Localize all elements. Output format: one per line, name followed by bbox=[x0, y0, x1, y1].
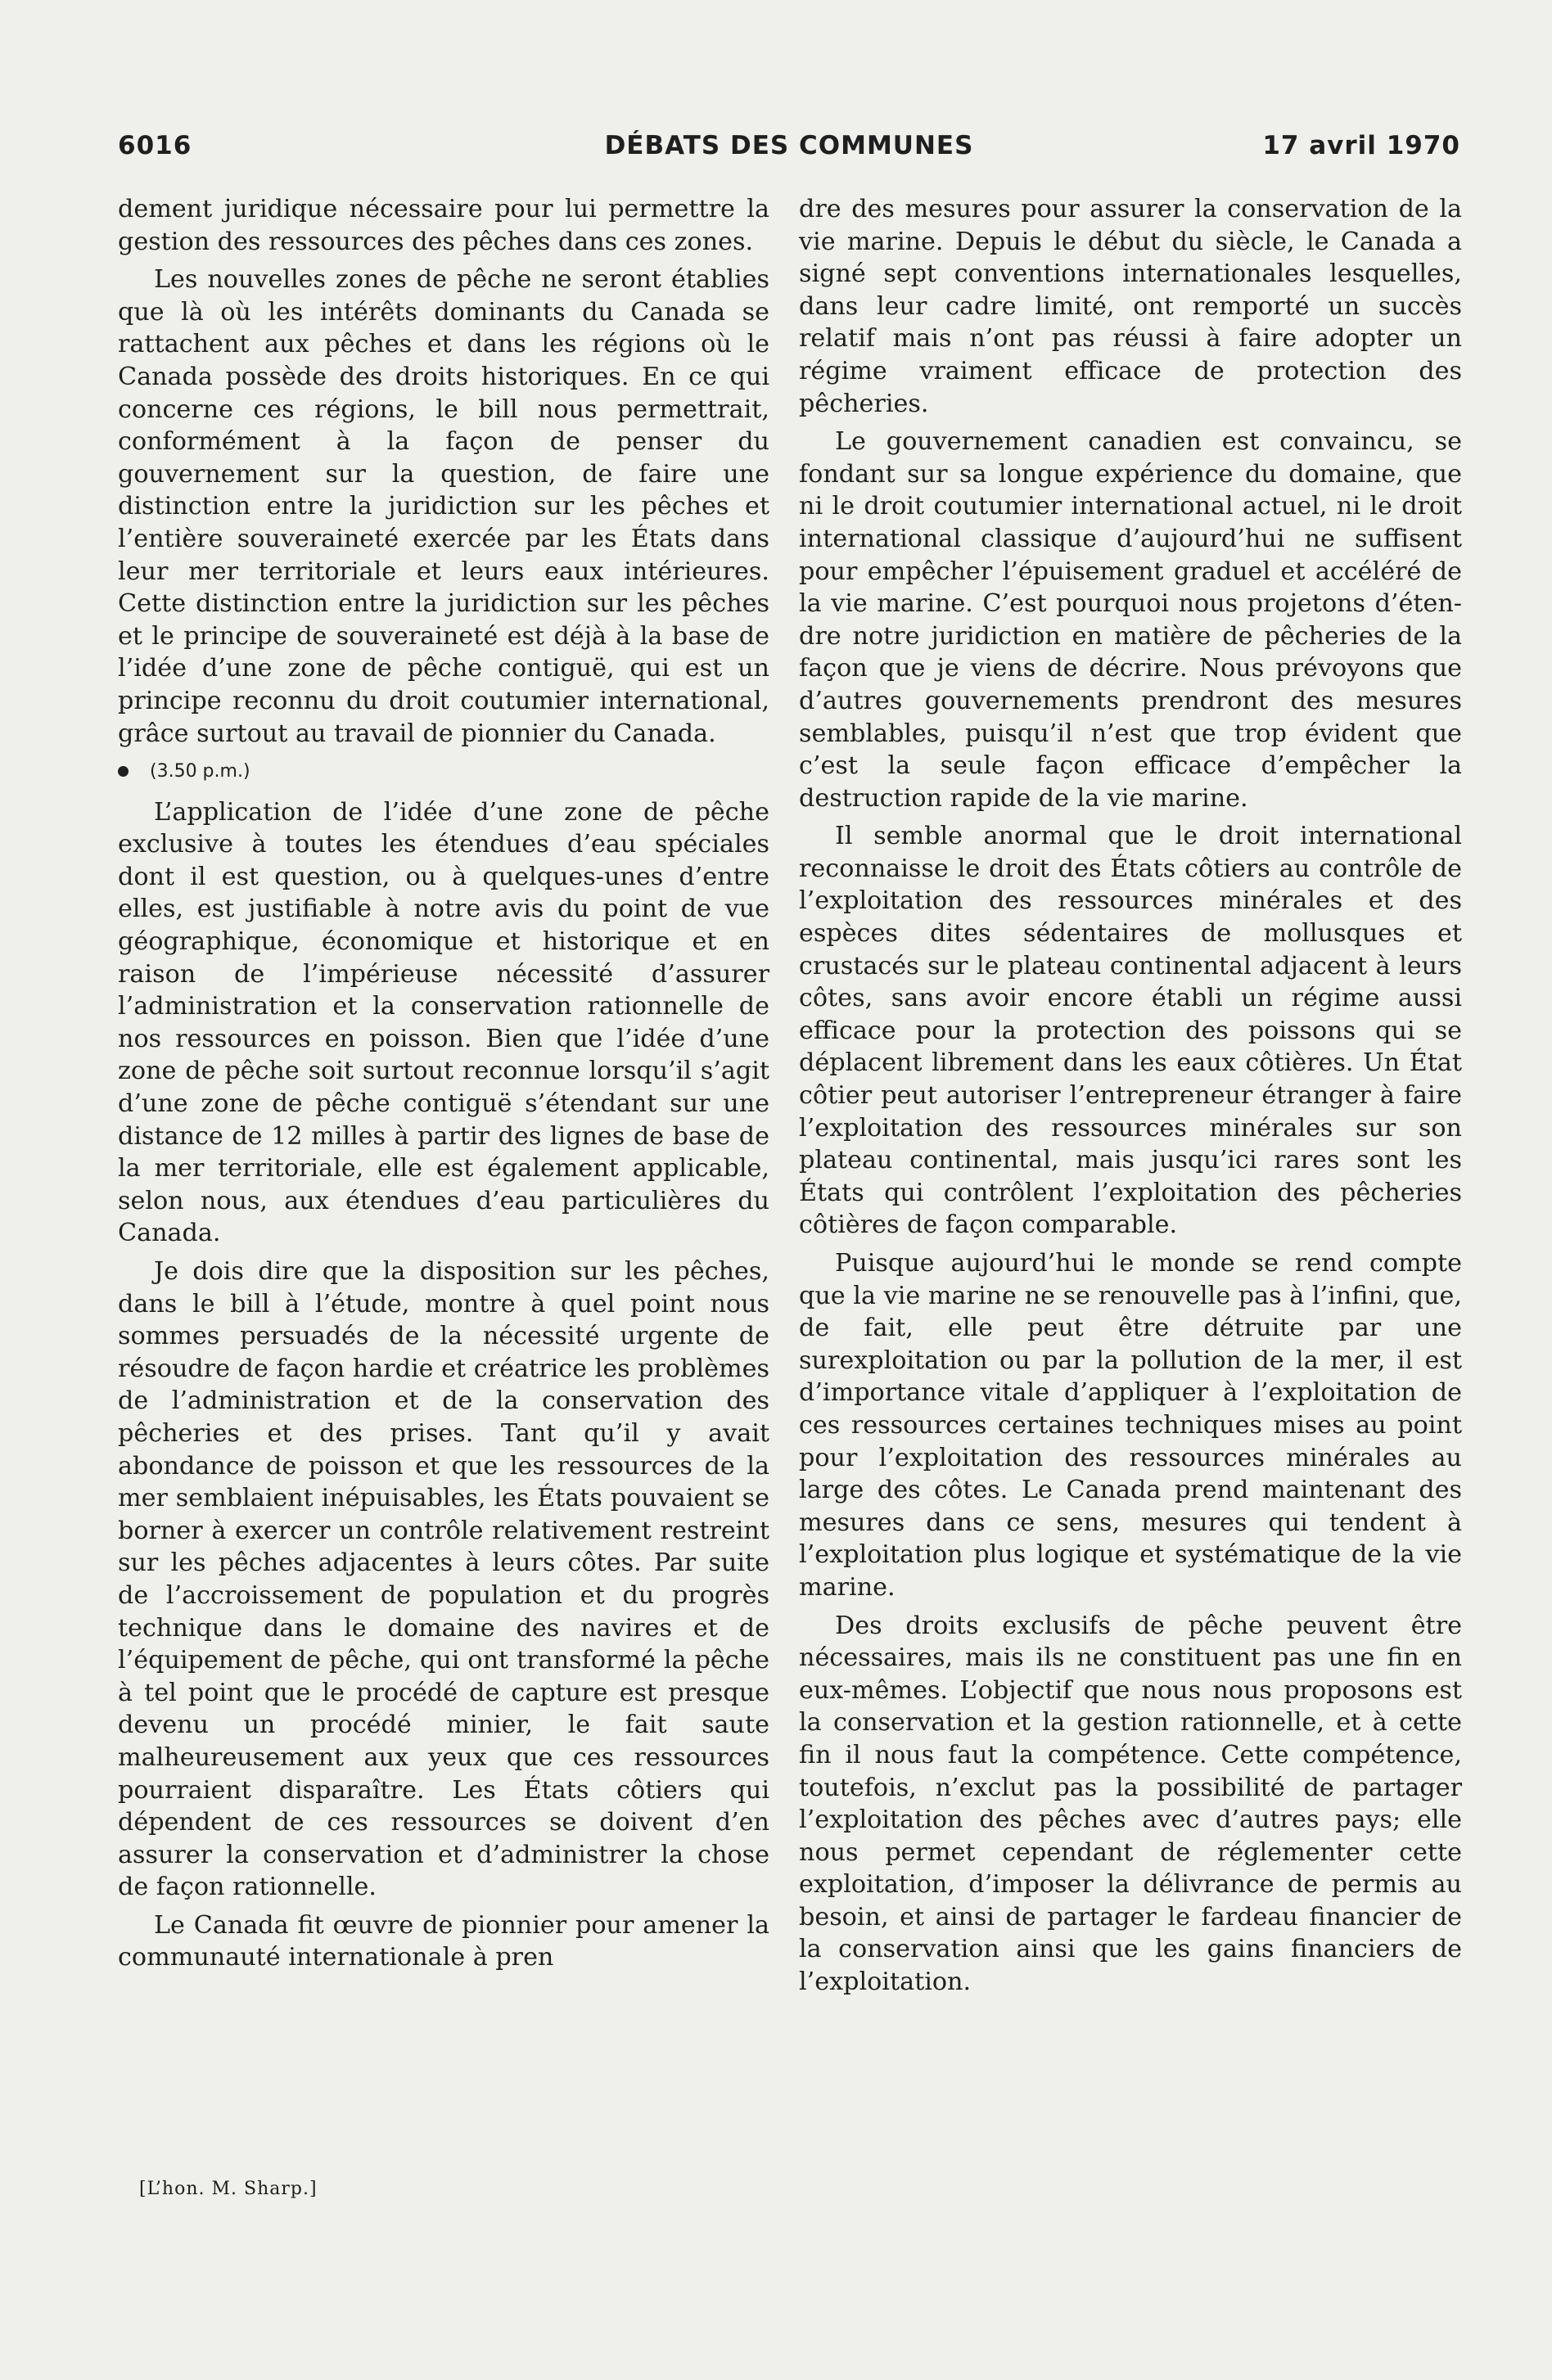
paragraph: Les nouvelles zones de pêche ne seront établies que là où les intérêts dominants du Canada se rattachent aux pêches et dans les régions où le Canada possède des droits historiques. En ce qui concerne ces régions, le bill nous permettrait, conformément à la façon de penser du gouvernement sur la question, de faire une distinction entre la juridiction sur les pêches et l’entière souveraineté exercée par les États dans leur mer territoriale et leurs eaux intérieures. Cette distinction entre la juridiction sur les pêches et le principe de souveraineté est déjà à la base de l’idée d’une zone de pêche contiguë, qui est un principe reconnu du droit coutumier international, grâce surtout au travail de pionnier du Canada. bbox=[118, 265, 769, 748]
paragraph: dre des mesures pour assurer la conservation de la vie marine. Depuis le début du siècle, le Canada a signé sept conventions internationales lesquelles, dans leur cadre limité, ont remporté un succès relatif mais n’ont pas réussi à faire adopter un régime vraiment efficace de protection des pêcheries. bbox=[799, 195, 1462, 418]
time-marker-text: (3.50 p.m.) bbox=[150, 761, 250, 782]
speaker-attribution: [L’hon. M. Sharp.] bbox=[139, 2179, 318, 2199]
paragraph: dement juridique nécessaire pour lui permettre la gestion des ressources des pêches dans ces zones. bbox=[118, 195, 769, 256]
paragraph: Je dois dire que la disposition sur les pêches, dans le bill à l’étude, montre à quel point nous sommes persuadés de la nécessité urgente de résoudre de façon hardie et créatrice les problèmes de l’administration et de la conservation des pêcheries et des prises. Tant qu’il y avait abondance de poisson et que les ressources de la mer semblaient inépuisables, les États pouvaient se borner à exercer un contrôle relativement restreint sur les pêches adjacentes à leurs côtes. Par suite de l’accroissement de population et du progrès technique dans le domaine des navires et de l’équipement de pêche, qui ont transformé la pêche à tel point que le procédé de capture est presque devenu un procédé minier, le fait saute malheureusement aux yeux que ces ressources pourraient disparaître. Les États côtiers qui dépendent de ces ressources se doivent d’en assurer la conservation et d’administrer la chose de façon rationnelle. bbox=[118, 1257, 769, 1902]
left-column bbox=[118, 193, 769, 1980]
right-column bbox=[799, 193, 1462, 2004]
page-number: 6016 bbox=[118, 131, 192, 160]
page-header bbox=[118, 131, 1460, 172]
publication-title: DÉBATS DES COMMUNES bbox=[604, 131, 974, 160]
page-date: 17 avril 1970 bbox=[1262, 131, 1460, 160]
paragraph: Il semble anormal que le droit international reconnaisse le droit des États côtiers au contrôle de l’exploitation des ressources minérales et des espèces dites sédentaires de mollusques et crustacés sur le plateau continental adjacent à leurs côtes, sans avoir encore établi un régime aussi efficace pour la protection des poissons qui se déplacent librement dans les eaux côtières. Un État côtier peut autoriser l’entrepreneur étranger à faire l’exploitation des ressources minérales sur son plateau continental, mais jusqu’ici rares sont les États qui contrôlent l’exploitation des pêcheries côtières de façon comparable. bbox=[799, 822, 1462, 1240]
paragraph: Puisque aujourd’hui le monde se rend compte que la vie marine ne se renouvelle pas à l’infini, que, de fait, elle peut être détruite par une surexploitation ou par la pollution de la mer, il est d’importance vitale d’appliquer à l’exploitation de ces ressources certaines techniques mises au point pour l’exploitation des ressources minérales au large des côtes. Le Canada prend maintenant des mesures dans ce sens, mesures qui tendent à l’exploitation plus logique et systématique de la vie marine. bbox=[799, 1249, 1462, 1602]
paragraph: Le gouvernement canadien est convaincu, se fondant sur sa longue expérience du domaine, que ni le droit coutumier international actuel, ni le droit international classique d’aujourd’hui ne suffisent pour empêcher l’épuisement graduel et accéléré de la vie marine. C’est pourquoi nous projetons d’étendre notre juridiction en matière de pêcheries de la façon que je viens de décrire. Nous prévoyons que d’autres gouvernements prendront des mesures semblables, puisqu’il n’est que trop évident que c’est la seule façon efficace d’empêcher la destruction rapide de la vie marine. bbox=[799, 427, 1462, 813]
paragraph: L’application de l’idée d’une zone de pêche exclusive à toutes les étendues d’eau spéciales dont il est question, ou à quelques-unes d’entre elles, est justifiable à notre avis du point de vue géographique, économique et historique et en raison de l’impérieuse nécessité d’assurer l’administration et la conservation rationnelle de nos ressources en poisson. Bien que l’idée d’une zone de pêche soit surtout reconnue lorsqu’il s’agit d’une zone de pêche contiguë s’étendant sur une distance de 12 milles à partir des lignes de base de la mer territoriale, elle est également applicable, selon nous, aux étendues d’eau particulières du Canada. bbox=[118, 797, 769, 1248]
bullet-icon bbox=[118, 766, 129, 777]
paragraph: Des droits exclusifs de pêche peuvent être nécessaires, mais ils ne constituent pas une fin en eux-mêmes. L’objectif que nous nous proposons est la conservation et la gestion rationnelle, et à cette fin il nous faut la compétence. Cette compétence, toutefois, n’exclut pas la possibilité de partager l’exploitation des pêches avec d’autres pays; elle nous permet cependant de réglementer cette exploitation, d’imposer la délivrance de permis au besoin, et ainsi de partager le fardeau financier de la conservation ainsi que les gains financiers de l’exploitation. bbox=[799, 1611, 1462, 1997]
time-marker bbox=[118, 755, 769, 788]
paragraph: Le Canada fit œuvre de pionnier pour amener la communauté internationale à pren bbox=[118, 1910, 769, 1972]
